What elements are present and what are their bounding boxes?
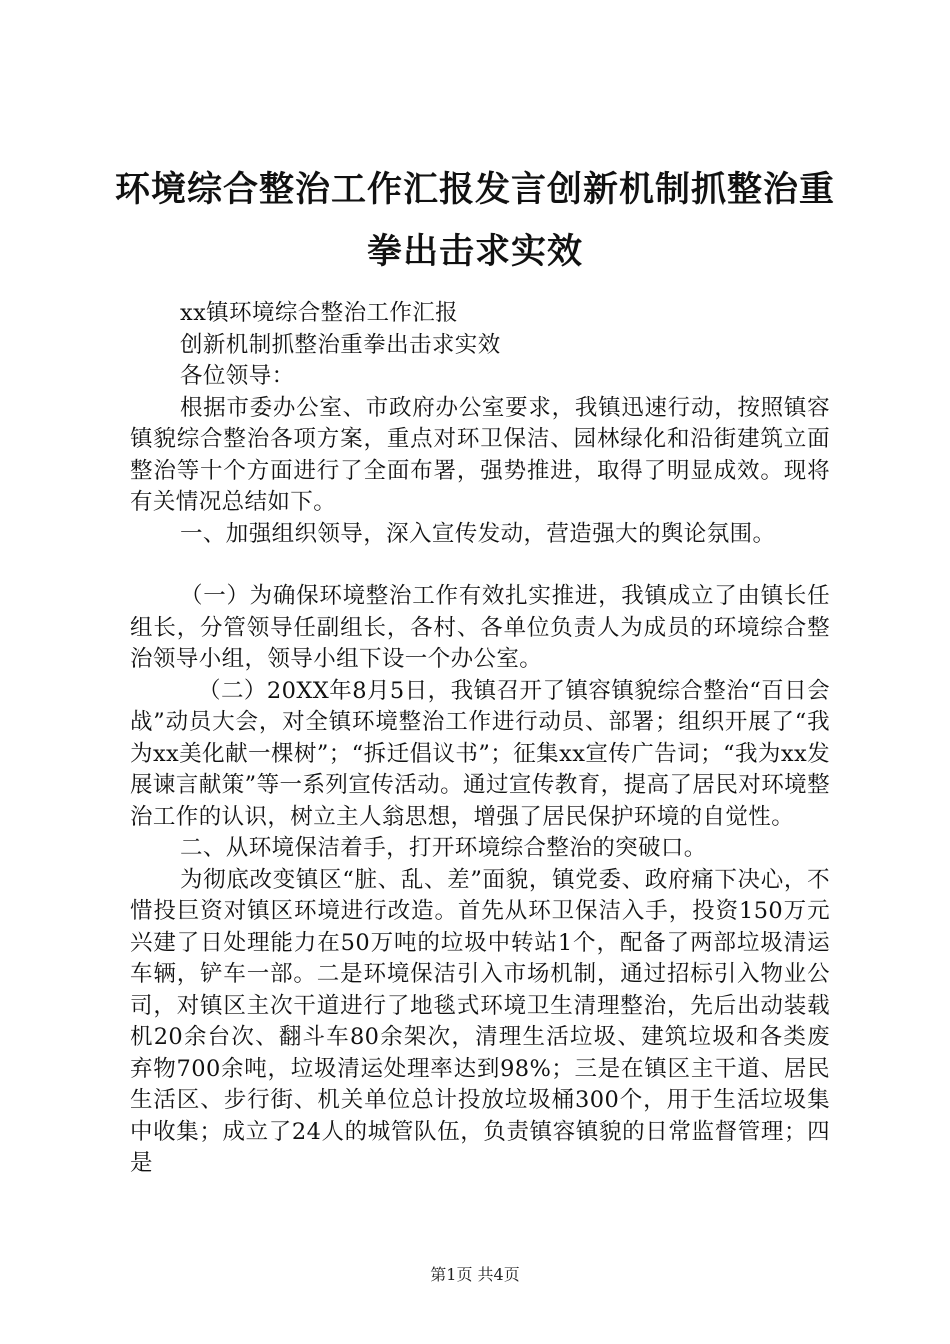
section-2-paragraph: 为彻底改变镇区“脏、乱、差”面貌，镇党委、政府痛下决心，不惜投巨资对镇区环境进行改造。首先从环卫保洁入手，投资150万元兴建了日处理能力在50万吨的垃圾中转站1个，配备了两部垃圾清运车辆，铲车一部。二是环境保洁引入市场机制，通过招标引入物业公司，对镇区主次干道进行了地毯式环境卫生清理整治，先后出动装载机20余台次、翻斗车80余架次，清理生活垃圾、建筑垃圾和各类废弃物700余吨，垃圾清运处理率达到98%；三是在镇区主干道、居民生活区、步行街、机关单位总计投放垃圾桶300个，用于生活垃圾集中收集；成立了24人的城管队伍，负责镇容镇貌的日常监督管理；四是 <box>130 866 830 1176</box>
report-heading: xx镇环境综合整治工作汇报 <box>180 300 459 326</box>
subsection-1-1: （一）为确保环境整治工作有效扎实推进，我镇成立了由镇长任组长，分管领导任副组长，各村、各单位负责人为成员的环境综合整治领导小组，领导小组下设一个办公室。 <box>130 583 830 672</box>
subsection-1-2: （二）20XX年8月5日，我镇召开了镇容镇貌综合整治“百日会战”动员大会，对全镇环境整治工作进行动员、部署；组织开展了“我为xx美化献一棵树”；“拆迁倡议书”；征集xx宣传广告词；“我为xx发展谏言献策”等一系列宣传活动。通过宣传教育，提高了居民对环境整治工作的认识，树立主人翁思想，增强了居民保护环境的自觉性。 <box>130 677 830 830</box>
document-title-line-2: 拳出击求实效 <box>366 232 583 272</box>
document-body <box>130 298 830 1180</box>
page-footer: 第1页 共4页 <box>430 1265 520 1284</box>
salutation: 各位领导： <box>180 363 295 389</box>
section-heading-1: 一、加强组织领导，深入宣传发动，营造强大的舆论氛围。 <box>180 520 776 547</box>
report-subheading: 创新机制抓整治重拳出击求实效 <box>180 331 501 358</box>
section-heading-2: 二、从环境保洁着手，打开环境综合整治的突破口。 <box>180 835 707 861</box>
paragraph-gap <box>130 550 830 581</box>
intro-paragraph: 根据市委办公室、市政府办公室要求，我镇迅速行动，按照镇容镇貌综合整治各项方案，重点对环卫保洁、园林绿化和沿街建筑立面整治等十个方面进行了全面布署，强势推进，取得了明显成效。现将有关情况总结如下。 <box>130 394 830 515</box>
document-title-line-1: 环境综合整治工作汇报发言创新机制抓整治重 <box>114 170 835 210</box>
